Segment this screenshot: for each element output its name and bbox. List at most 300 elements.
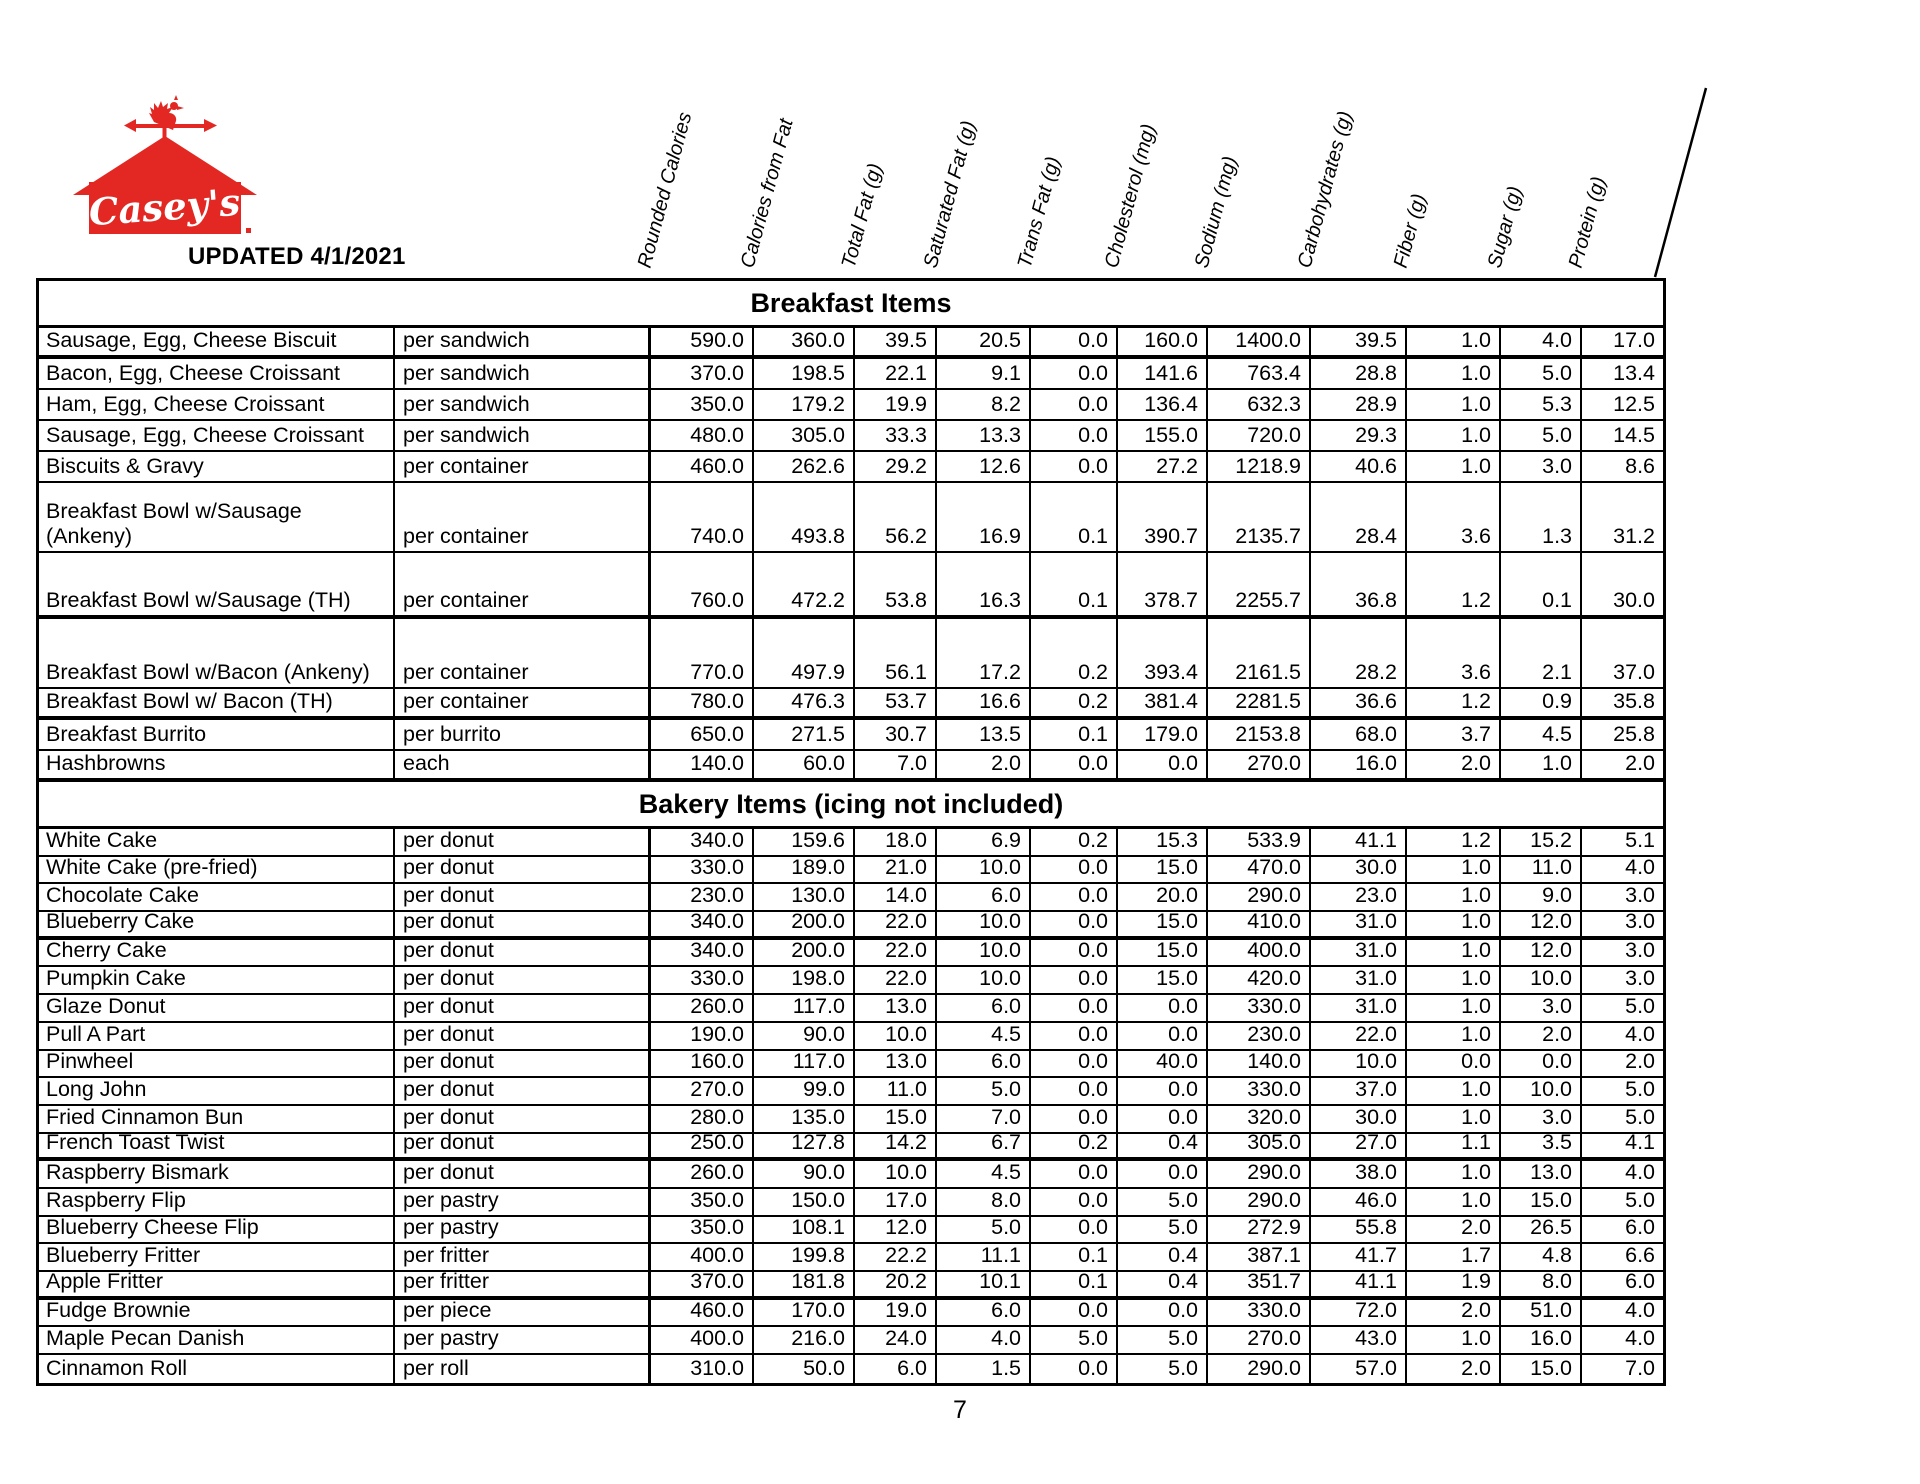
value-cell: 476.3 bbox=[754, 689, 855, 716]
value-cell: 0.0 bbox=[1031, 1355, 1118, 1383]
value-cell: 351.7 bbox=[1208, 1272, 1311, 1296]
value-cell: 160.0 bbox=[1118, 328, 1208, 355]
value-cell: 30.0 bbox=[1311, 857, 1407, 883]
serving-size-cell: per container bbox=[395, 553, 651, 615]
value-cell: 11.0 bbox=[1501, 857, 1582, 883]
value-cell: 3.0 bbox=[1625, 884, 1655, 908]
item-name-cell: Breakfast Bowl w/Bacon (Ankeny) bbox=[39, 619, 395, 687]
table-row bbox=[39, 483, 1663, 553]
value-cell: 22.0 bbox=[855, 912, 937, 936]
value-cell: 15.0 bbox=[1118, 967, 1208, 993]
value-cell: 12.5 bbox=[1613, 392, 1655, 416]
value-cell: 1.5 bbox=[937, 1355, 1031, 1383]
value-cell: 378.7 bbox=[1118, 553, 1208, 615]
item-name-cell: Sausage, Egg, Cheese Croissant bbox=[39, 421, 395, 450]
value-cell: 10.1 bbox=[937, 1272, 1031, 1296]
table-row bbox=[39, 1355, 1663, 1383]
value-cell: 2161.5 bbox=[1208, 619, 1311, 687]
value-cell: 1.0 bbox=[1501, 751, 1582, 778]
value-cell: 15.0 bbox=[855, 1106, 937, 1132]
value-cell: 159.6 bbox=[754, 829, 855, 855]
value-cell: 0.4 bbox=[1118, 1272, 1208, 1296]
item-name-cell: Cinnamon Roll bbox=[39, 1355, 395, 1383]
value-cell: 2.0 bbox=[1407, 1355, 1501, 1383]
value-cell: 6.6 bbox=[1625, 1244, 1655, 1267]
value-cell: 1.0 bbox=[1407, 1078, 1501, 1104]
table-row bbox=[39, 751, 1663, 782]
value-cell: 5.0 bbox=[1118, 1189, 1208, 1215]
value-cell: 0.1 bbox=[1031, 1244, 1118, 1270]
value-cell: 4.8 bbox=[1501, 1244, 1582, 1270]
value-cell: 15.0 bbox=[1501, 1189, 1582, 1215]
item-name-cell: French Toast Twist bbox=[39, 1134, 395, 1158]
value-cell: 650.0 bbox=[651, 720, 754, 749]
value-cell: 0.0 bbox=[1118, 1300, 1208, 1326]
value-cell: 2135.7 bbox=[1208, 483, 1311, 551]
value-cell: 260.0 bbox=[651, 1161, 754, 1187]
table-row bbox=[39, 1078, 1663, 1106]
serving-size-cell: per donut bbox=[395, 967, 651, 993]
value-cell: 5.0 bbox=[937, 1217, 1031, 1243]
value-cell: 0.0 bbox=[1407, 1051, 1501, 1077]
value-cell: 340.0 bbox=[651, 829, 754, 855]
value-cell: 4.0 bbox=[1625, 1022, 1655, 1046]
value-cell: 30.7 bbox=[855, 720, 937, 749]
column-header-total-fat-g: Total Fat (g) bbox=[837, 161, 887, 271]
value-cell: 39.5 bbox=[855, 328, 937, 355]
value-cell: 31.0 bbox=[1311, 912, 1407, 936]
serving-size-cell: per container bbox=[395, 452, 651, 481]
value-cell: 2.1 bbox=[1501, 619, 1582, 687]
value-cell: 15.0 bbox=[1501, 1355, 1582, 1383]
serving-size-cell: per donut bbox=[395, 857, 651, 883]
value-cell: 22.0 bbox=[855, 967, 937, 993]
value-cell: 29.3 bbox=[1311, 421, 1407, 450]
value-cell: 15.0 bbox=[1118, 857, 1208, 883]
value-cell: 4.0 bbox=[1625, 1299, 1655, 1323]
value-cell: 3.0 bbox=[1625, 912, 1655, 933]
value-cell: 41.1 bbox=[1311, 829, 1407, 855]
serving-size-cell: per sandwich bbox=[395, 390, 651, 419]
value-cell: 60.0 bbox=[754, 751, 855, 778]
value-cell: 117.0 bbox=[754, 995, 855, 1021]
serving-size-cell: per pastry bbox=[395, 1189, 651, 1215]
value-cell: 200.0 bbox=[754, 940, 855, 966]
rooster-weathervane-icon bbox=[124, 95, 217, 140]
value-cell: 1.0 bbox=[1407, 1023, 1501, 1049]
value-cell: 140.0 bbox=[1208, 1051, 1311, 1077]
value-cell: 5.0 bbox=[1625, 1078, 1655, 1101]
value-cell: 10.0 bbox=[937, 912, 1031, 936]
value-cell: 250.0 bbox=[651, 1134, 754, 1158]
value-cell: 99.0 bbox=[754, 1078, 855, 1104]
item-name-cell: Blueberry Cheese Flip bbox=[39, 1217, 395, 1243]
value-cell: 150.0 bbox=[754, 1189, 855, 1215]
value-cell: 90.0 bbox=[754, 1161, 855, 1187]
value-cell: 190.0 bbox=[651, 1023, 754, 1049]
serving-size-cell: each bbox=[395, 751, 651, 778]
value-cell: 763.4 bbox=[1208, 359, 1311, 388]
serving-size-cell: per roll bbox=[395, 1355, 651, 1383]
value-cell: 22.0 bbox=[855, 940, 937, 966]
value-cell: 360.0 bbox=[754, 328, 855, 355]
value-cell: 6.0 bbox=[937, 884, 1031, 910]
value-cell: 12.0 bbox=[855, 1217, 937, 1243]
item-name-cell: Long John bbox=[39, 1078, 395, 1104]
item-name-cell: Pumpkin Cake bbox=[39, 967, 395, 993]
value-cell: 127.8 bbox=[754, 1134, 855, 1158]
value-cell: 1.1 bbox=[1407, 1134, 1501, 1158]
serving-size-cell: per donut bbox=[395, 1051, 651, 1077]
serving-size-cell: per donut bbox=[395, 940, 651, 966]
serving-size-cell: per donut bbox=[395, 1078, 651, 1104]
value-cell: 0.0 bbox=[1031, 995, 1118, 1021]
value-cell: 5.0 bbox=[937, 1078, 1031, 1104]
value-cell: 0.0 bbox=[1031, 1189, 1118, 1215]
serving-size-cell: per donut bbox=[395, 1134, 651, 1158]
value-cell: 350.0 bbox=[651, 390, 754, 419]
table-row bbox=[39, 1189, 1663, 1217]
value-cell: 23.0 bbox=[1311, 884, 1407, 910]
value-cell: 36.8 bbox=[1311, 553, 1407, 615]
value-cell: 16.0 bbox=[1501, 1327, 1582, 1353]
value-cell: 0.1 bbox=[1031, 483, 1118, 551]
value-cell: 13.5 bbox=[937, 720, 1031, 749]
table-row bbox=[39, 1217, 1663, 1245]
value-cell: 4.0 bbox=[1625, 1161, 1655, 1184]
value-cell: 3.0 bbox=[1501, 995, 1582, 1021]
value-cell: 4.5 bbox=[1501, 720, 1582, 749]
item-name-cell: Bacon, Egg, Cheese Croissant bbox=[39, 359, 395, 388]
value-cell: 0.0 bbox=[1031, 1300, 1118, 1326]
value-cell: 0.0 bbox=[1501, 1051, 1582, 1077]
section-title: Bakery Items (icing not included) bbox=[39, 782, 1663, 829]
value-cell: 305.0 bbox=[1208, 1134, 1311, 1158]
value-cell: 0.0 bbox=[1118, 1078, 1208, 1104]
value-cell: 1.0 bbox=[1407, 1327, 1501, 1353]
value-cell: 5.0 bbox=[1118, 1355, 1208, 1383]
value-cell: 11.1 bbox=[937, 1244, 1031, 1270]
value-cell: 272.9 bbox=[1208, 1217, 1311, 1243]
value-cell: 262.6 bbox=[754, 452, 855, 481]
value-cell: 25.8 bbox=[1613, 722, 1655, 746]
value-cell: 3.0 bbox=[1501, 1106, 1582, 1132]
value-cell: 19.0 bbox=[855, 1300, 937, 1326]
value-cell: 26.5 bbox=[1501, 1217, 1582, 1243]
value-cell: 0.0 bbox=[1031, 328, 1118, 355]
table-row bbox=[39, 940, 1663, 968]
value-cell: 480.0 bbox=[651, 421, 754, 450]
value-cell: 6.0 bbox=[937, 995, 1031, 1021]
value-cell: 2.0 bbox=[1407, 1300, 1501, 1326]
value-cell: 350.0 bbox=[651, 1189, 754, 1215]
value-cell: 9.1 bbox=[937, 359, 1031, 388]
table-row bbox=[39, 995, 1663, 1023]
value-cell: 0.0 bbox=[1031, 1051, 1118, 1077]
value-cell: 216.0 bbox=[754, 1327, 855, 1353]
serving-size-cell: per pastry bbox=[395, 1217, 651, 1243]
value-cell: 3.5 bbox=[1501, 1134, 1582, 1158]
updated-date-label: UPDATED 4/1/2021 bbox=[188, 243, 406, 270]
value-cell: 57.0 bbox=[1311, 1355, 1407, 1383]
value-cell: 5.0 bbox=[1625, 1105, 1655, 1129]
value-cell: 0.0 bbox=[1031, 452, 1118, 481]
header-diagonal-rule bbox=[1630, 78, 1730, 288]
value-cell: 18.0 bbox=[855, 829, 937, 855]
value-cell: 136.4 bbox=[1118, 390, 1208, 419]
value-cell: 17.0 bbox=[855, 1189, 937, 1215]
value-cell: 330.0 bbox=[1208, 1300, 1311, 1326]
value-cell: 1.0 bbox=[1407, 1106, 1501, 1132]
table-row bbox=[39, 328, 1663, 359]
value-cell: 14.2 bbox=[855, 1134, 937, 1158]
value-cell: 1.0 bbox=[1407, 452, 1501, 481]
value-cell: 6.0 bbox=[1625, 1272, 1655, 1293]
value-cell: 56.1 bbox=[855, 619, 937, 687]
value-cell: 320.0 bbox=[1208, 1106, 1311, 1132]
value-cell: 135.0 bbox=[754, 1106, 855, 1132]
table-row bbox=[39, 1300, 1663, 1328]
value-cell: 1.0 bbox=[1407, 912, 1501, 936]
caseys-logo bbox=[70, 94, 260, 236]
value-cell: 230.0 bbox=[651, 884, 754, 910]
value-cell: 33.3 bbox=[855, 421, 937, 450]
value-cell: 271.5 bbox=[754, 720, 855, 749]
value-cell: 13.4 bbox=[1613, 361, 1655, 385]
value-cell: 15.0 bbox=[1118, 912, 1208, 936]
value-cell: 1.2 bbox=[1407, 689, 1501, 716]
value-cell: 493.8 bbox=[754, 483, 855, 551]
table-row bbox=[39, 1327, 1663, 1355]
value-cell: 260.0 bbox=[651, 995, 754, 1021]
serving-size-cell: per donut bbox=[395, 995, 651, 1021]
value-cell: 290.0 bbox=[1208, 1355, 1311, 1383]
item-name-cell: Blueberry Fritter bbox=[39, 1244, 395, 1270]
value-cell: 0.0 bbox=[1031, 1106, 1118, 1132]
value-cell: 330.0 bbox=[1208, 995, 1311, 1021]
value-cell: 4.0 bbox=[937, 1327, 1031, 1353]
value-cell: 6.7 bbox=[937, 1134, 1031, 1158]
column-header-calories-from-fat: Calories from Fat bbox=[736, 116, 798, 271]
value-cell: 3.0 bbox=[1625, 939, 1655, 963]
value-cell: 50.0 bbox=[754, 1355, 855, 1383]
value-cell: 290.0 bbox=[1208, 884, 1311, 910]
value-cell: 15.3 bbox=[1118, 829, 1208, 855]
value-cell: 16.0 bbox=[1311, 751, 1407, 778]
serving-size-cell: per donut bbox=[395, 884, 651, 910]
value-cell: 340.0 bbox=[651, 940, 754, 966]
value-cell: 280.0 bbox=[651, 1106, 754, 1132]
value-cell: 10.0 bbox=[937, 940, 1031, 966]
value-cell: 28.8 bbox=[1311, 359, 1407, 388]
value-cell: 0.2 bbox=[1031, 1134, 1118, 1158]
value-cell: 30.0 bbox=[1311, 1106, 1407, 1132]
value-cell: 21.0 bbox=[855, 857, 937, 883]
value-cell: 5.0 bbox=[1118, 1217, 1208, 1243]
value-cell: 0.0 bbox=[1031, 751, 1118, 778]
value-cell: 7.0 bbox=[937, 1106, 1031, 1132]
table-row bbox=[39, 553, 1663, 619]
value-cell: 1.0 bbox=[1407, 967, 1501, 993]
value-cell: 0.1 bbox=[1031, 1272, 1118, 1296]
value-cell: 1.0 bbox=[1407, 995, 1501, 1021]
value-cell: 27.0 bbox=[1311, 1134, 1407, 1158]
value-cell: 0.0 bbox=[1031, 967, 1118, 993]
value-cell: 2.0 bbox=[1407, 1217, 1501, 1243]
value-cell: 632.3 bbox=[1208, 390, 1311, 419]
serving-size-cell: per donut bbox=[395, 912, 651, 936]
value-cell: 270.0 bbox=[1208, 751, 1311, 778]
value-cell: 6.0 bbox=[937, 1300, 1031, 1326]
table-row bbox=[39, 1272, 1663, 1300]
value-cell: 3.6 bbox=[1407, 619, 1501, 687]
value-cell: 400.0 bbox=[651, 1244, 754, 1270]
value-cell: 10.0 bbox=[1501, 1078, 1582, 1104]
value-cell: 0.0 bbox=[1118, 1161, 1208, 1187]
value-cell: 270.0 bbox=[1208, 1327, 1311, 1353]
value-cell: 35.8 bbox=[1613, 689, 1655, 713]
value-cell: 470.0 bbox=[1208, 857, 1311, 883]
value-cell: 8.0 bbox=[1501, 1272, 1582, 1296]
item-name-cell: Biscuits & Gravy bbox=[39, 452, 395, 481]
table-row bbox=[39, 1244, 1663, 1272]
value-cell: 140.0 bbox=[651, 751, 754, 778]
value-cell: 36.6 bbox=[1311, 689, 1407, 716]
value-cell: 5.0 bbox=[1625, 995, 1655, 1018]
value-cell: 16.3 bbox=[937, 553, 1031, 615]
value-cell: 43.0 bbox=[1311, 1327, 1407, 1353]
value-cell: 16.6 bbox=[937, 689, 1031, 716]
item-name-cell: Cherry Cake bbox=[39, 940, 395, 966]
item-name-cell: Raspberry Flip bbox=[39, 1189, 395, 1215]
value-cell: 10.0 bbox=[937, 967, 1031, 993]
value-cell: 3.7 bbox=[1407, 720, 1501, 749]
value-cell: 13.0 bbox=[1501, 1161, 1582, 1187]
value-cell: 370.0 bbox=[651, 359, 754, 388]
value-cell: 72.0 bbox=[1311, 1300, 1407, 1326]
value-cell: 1.0 bbox=[1407, 940, 1501, 966]
value-cell: 19.9 bbox=[855, 390, 937, 419]
value-cell: 6.9 bbox=[937, 829, 1031, 855]
value-cell: 1.0 bbox=[1407, 421, 1501, 450]
value-cell: 4.0 bbox=[1625, 1327, 1655, 1351]
value-cell: 3.0 bbox=[1501, 452, 1582, 481]
value-cell: 198.5 bbox=[754, 359, 855, 388]
value-cell: 290.0 bbox=[1208, 1189, 1311, 1215]
value-cell: 10.0 bbox=[1311, 1051, 1407, 1077]
value-cell: 0.0 bbox=[1118, 751, 1208, 778]
table-row bbox=[39, 720, 1663, 751]
serving-size-cell: per container bbox=[395, 483, 651, 551]
item-name-cell: Chocolate Cake bbox=[39, 884, 395, 910]
item-name-cell: Blueberry Cake bbox=[39, 912, 395, 936]
trademark-dot bbox=[246, 228, 251, 233]
value-cell: 51.0 bbox=[1501, 1300, 1582, 1326]
item-name-cell: Ham, Egg, Cheese Croissant bbox=[39, 390, 395, 419]
value-cell: 4.1 bbox=[1625, 1133, 1655, 1155]
value-cell: 6.0 bbox=[1625, 1216, 1655, 1240]
serving-size-cell: per burrito bbox=[395, 720, 651, 749]
value-cell: 31.2 bbox=[1613, 524, 1655, 548]
value-cell: 2281.5 bbox=[1208, 689, 1311, 716]
serving-size-cell: per sandwich bbox=[395, 328, 651, 355]
value-cell: 330.0 bbox=[1208, 1078, 1311, 1104]
value-cell: 350.0 bbox=[651, 1217, 754, 1243]
value-cell: 340.0 bbox=[651, 912, 754, 936]
value-cell: 28.4 bbox=[1311, 483, 1407, 551]
value-cell: 29.2 bbox=[855, 452, 937, 481]
value-cell: 20.5 bbox=[937, 328, 1031, 355]
value-cell: 1.2 bbox=[1407, 553, 1501, 615]
value-cell: 10.0 bbox=[855, 1161, 937, 1187]
serving-size-cell: per fritter bbox=[395, 1244, 651, 1270]
value-cell: 0.0 bbox=[1118, 1106, 1208, 1132]
value-cell: 22.1 bbox=[855, 359, 937, 388]
column-header-cholesterol-mg: Cholesterol (mg) bbox=[1100, 121, 1161, 271]
value-cell: 2.0 bbox=[937, 751, 1031, 778]
caseys-wordmark: Casey's bbox=[87, 179, 242, 235]
item-name-cell: Apple Fritter bbox=[39, 1272, 395, 1296]
value-cell: 8.6 bbox=[1625, 454, 1655, 478]
value-cell: 0.0 bbox=[1031, 884, 1118, 910]
value-cell: 15.0 bbox=[1118, 940, 1208, 966]
value-cell: 0.0 bbox=[1031, 1078, 1118, 1104]
value-cell: 0.0 bbox=[1031, 857, 1118, 883]
value-cell: 1.0 bbox=[1407, 390, 1501, 419]
table-row bbox=[39, 1023, 1663, 1051]
value-cell: 11.0 bbox=[855, 1078, 937, 1104]
value-cell: 4.5 bbox=[937, 1023, 1031, 1049]
value-cell: 5.0 bbox=[1625, 1188, 1655, 1212]
item-name-cell: Breakfast Burrito bbox=[39, 720, 395, 749]
value-cell: 37.0 bbox=[1613, 660, 1655, 684]
value-cell: 497.9 bbox=[754, 619, 855, 687]
table-row bbox=[39, 689, 1663, 720]
nutrition-table bbox=[36, 278, 1666, 1386]
value-cell: 12.0 bbox=[1501, 940, 1582, 966]
serving-size-cell: per pastry bbox=[395, 1327, 651, 1353]
value-cell: 410.0 bbox=[1208, 912, 1311, 936]
value-cell: 5.3 bbox=[1501, 390, 1582, 419]
value-cell: 13.3 bbox=[937, 421, 1031, 450]
value-cell: 590.0 bbox=[651, 328, 754, 355]
value-cell: 1.7 bbox=[1407, 1244, 1501, 1270]
serving-size-cell: per sandwich bbox=[395, 421, 651, 450]
item-name-cell: Fudge Brownie bbox=[39, 1300, 395, 1326]
table-row bbox=[39, 829, 1663, 857]
value-cell: 5.0 bbox=[1031, 1327, 1118, 1353]
value-cell: 189.0 bbox=[754, 857, 855, 883]
value-cell: 13.0 bbox=[855, 995, 937, 1021]
value-cell: 1.0 bbox=[1407, 359, 1501, 388]
value-cell: 740.0 bbox=[651, 483, 754, 551]
value-cell: 181.8 bbox=[754, 1272, 855, 1296]
value-cell: 90.0 bbox=[754, 1023, 855, 1049]
item-name-cell: Glaze Donut bbox=[39, 995, 395, 1021]
serving-size-cell: per piece bbox=[395, 1300, 651, 1326]
value-cell: 330.0 bbox=[651, 967, 754, 993]
serving-size-cell: per donut bbox=[395, 1106, 651, 1132]
table-row bbox=[39, 1134, 1663, 1162]
value-cell: 1.3 bbox=[1501, 483, 1582, 551]
column-header-trans-fat-g: Trans Fat (g) bbox=[1013, 154, 1065, 271]
value-cell: 12.6 bbox=[937, 452, 1031, 481]
value-cell: 117.0 bbox=[754, 1051, 855, 1077]
value-cell: 30.0 bbox=[1613, 588, 1655, 612]
value-cell: 1.0 bbox=[1407, 857, 1501, 883]
value-cell: 53.8 bbox=[855, 553, 937, 615]
value-cell: 2153.8 bbox=[1208, 720, 1311, 749]
